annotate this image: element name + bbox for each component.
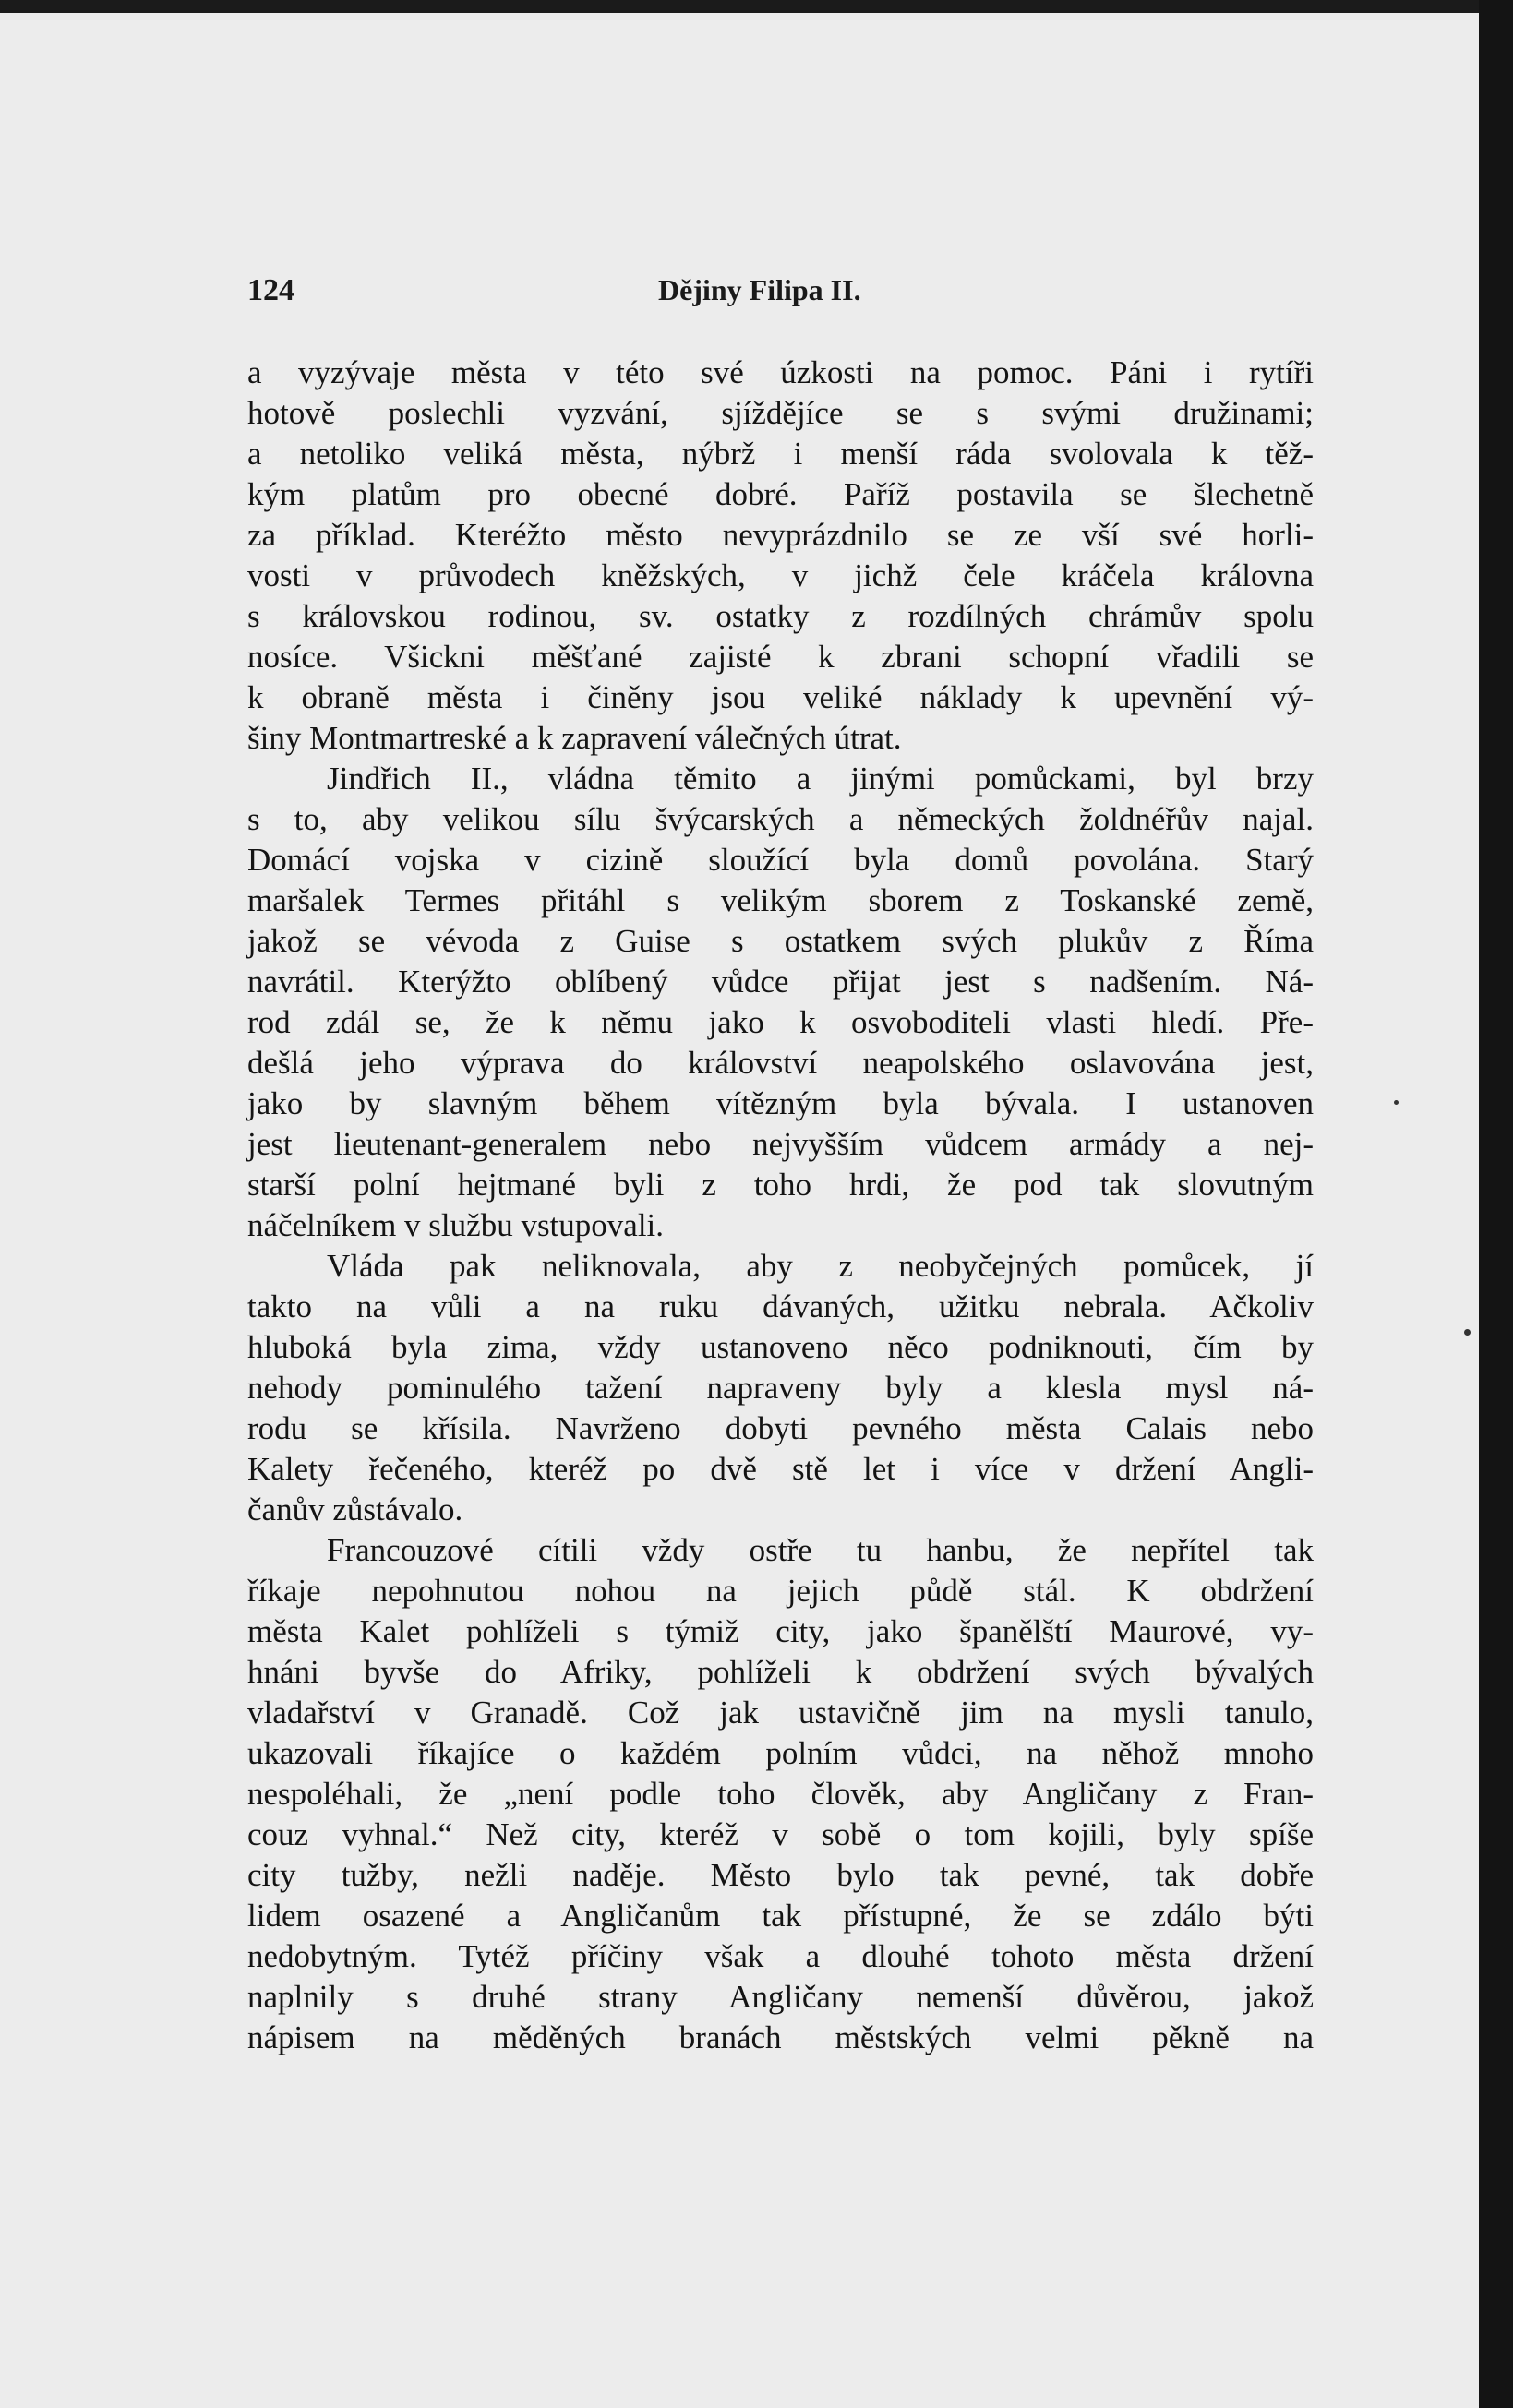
text-line: s královskou rodinou, sv. ostatky z rozdílných chrámův spolu bbox=[247, 598, 1314, 634]
text-line: dešlá jeho výprava do království neapolského oslavována jest, bbox=[247, 1045, 1314, 1081]
body-text bbox=[247, 353, 1314, 2058]
text-line: nehody pominulého tažení napraveny byly a klesla mysl ná- bbox=[247, 1370, 1314, 1406]
text-line: takto na vůli a na ruku dávaných, užitku nebrala. Ačkoliv bbox=[247, 1288, 1314, 1324]
text-line: starší polní hejtmané byli z toho hrdi, že pod tak slovutným bbox=[247, 1167, 1314, 1203]
text-line: Jindřich II., vládna těmito a jinými pomůckami, byl brzy bbox=[327, 761, 1314, 797]
text-line: naplnily s druhé strany Angličany nemenší důvěrou, jakož bbox=[247, 1979, 1314, 2015]
text-line: jako by slavným během vítězným byla bývala. I ustanoven bbox=[247, 1085, 1314, 1121]
text-line: lidem osazené a Angličanům tak přístupné, že se zdálo býti bbox=[247, 1898, 1314, 1934]
text-line: nosíce. Všickni měšťané zajisté k zbrani schopní vřadili se bbox=[247, 639, 1314, 675]
text-line: za příklad. Kteréžto město nevyprázdnilo se ze vší své horli- bbox=[247, 517, 1314, 553]
running-title: Dějiny Filipa II. bbox=[658, 273, 861, 306]
scan-top-edge bbox=[0, 0, 1479, 13]
text-line: maršalek Termes přitáhl s velikým sborem z Toskanské země, bbox=[247, 882, 1314, 918]
text-line: vladařství v Granadě. Což jak ustavičně jim na mysli tanulo, bbox=[247, 1695, 1314, 1731]
text-line: čanův zůstávalo. bbox=[247, 1492, 463, 1527]
text-line: rod zdál se, že k němu jako k osvoboditeli vlasti hledí. Pře- bbox=[247, 1004, 1314, 1040]
text-line: náčelníkem v službu vstupovali. bbox=[247, 1207, 665, 1243]
text-line: k obraně města i činěny jsou veliké náklady k upevnění vý- bbox=[247, 679, 1314, 715]
text-line: nespoléhali, že „není podle toho člověk, aby Angličany z Fran- bbox=[247, 1776, 1314, 1812]
scan-right-edge bbox=[1479, 0, 1513, 2408]
text-line: Francouzové cítili vždy ostře tu hanbu, že nepřítel tak bbox=[327, 1532, 1314, 1568]
text-line: říkaje nepohnutou nohou na jejich půdě stál. K obdržení bbox=[247, 1573, 1314, 1609]
text-line: s to, aby velikou sílu švýcarských a německých žoldnéřův najal. bbox=[247, 801, 1314, 837]
text-line: nedobytným. Tytéž příčiny však a dlouhé tohoto města držení bbox=[247, 1938, 1314, 1974]
page-header bbox=[247, 273, 1314, 314]
text-line: navrátil. Kterýžto oblíbený vůdce přijat jest s nadšením. Ná- bbox=[247, 964, 1314, 1000]
text-line: ukazovali říkajíce o každém polním vůdci, na něhož mnoho bbox=[247, 1735, 1314, 1771]
text-line: kým platům pro obecné dobré. Paříž postavila se šlechetně bbox=[247, 476, 1314, 512]
text-line: nápisem na měděných branách městských velmi pěkně na bbox=[247, 2019, 1314, 2055]
text-line: rodu se křísila. Navrženo dobyti pevného města Calais nebo bbox=[247, 1410, 1314, 1446]
page-number: 124 bbox=[247, 273, 294, 307]
text-line: šiny Montmartreské a k zapravení válečných útrat. bbox=[247, 720, 902, 756]
text-line: hluboká byla zima, vždy ustanoveno něco podniknouti, čím by bbox=[247, 1329, 1314, 1365]
text-line: města Kalet pohlíželi s týmiž city, jako španělští Maurové, vy- bbox=[247, 1613, 1314, 1649]
text-line: hotově poslechli vyzvání, sjíždějíce se s svými družinami; bbox=[247, 395, 1314, 431]
scan-speck bbox=[1394, 1100, 1399, 1105]
text-line: couz vyhnal.“ Než city, kteréž v sobě o tom kojili, byly spíše bbox=[247, 1816, 1314, 1852]
text-line: a netoliko veliká města, nýbrž i menší ráda svolovala k těž- bbox=[247, 436, 1314, 472]
text-line: a vyzývaje města v této své úzkosti na pomoc. Páni i rytíři bbox=[247, 354, 1314, 390]
text-line: hnáni byvše do Afriky, pohlíželi k obdržení svých bývalých bbox=[247, 1654, 1314, 1690]
scan-speck bbox=[1464, 1329, 1471, 1336]
text-line: vosti v průvodech kněžských, v jichž čele kráčela královna bbox=[247, 557, 1314, 593]
text-line: jakož se vévoda z Guise s ostatkem svých plukův z Říma bbox=[247, 923, 1314, 959]
text-line: jest lieutenant-generalem nebo nejvyšším vůdcem armády a nej- bbox=[247, 1126, 1314, 1162]
text-line: Kalety řečeného, kteréž po dvě stě let i více v držení Angli- bbox=[247, 1451, 1314, 1487]
text-line: city tužby, nežli naděje. Město bylo tak pevné, tak dobře bbox=[247, 1857, 1314, 1893]
text-line: Domácí vojska v cizině sloužící byla domů povolána. Starý bbox=[247, 842, 1314, 878]
text-line: Vláda pak neliknovala, aby z neobyčejných pomůcek, jí bbox=[327, 1248, 1314, 1284]
